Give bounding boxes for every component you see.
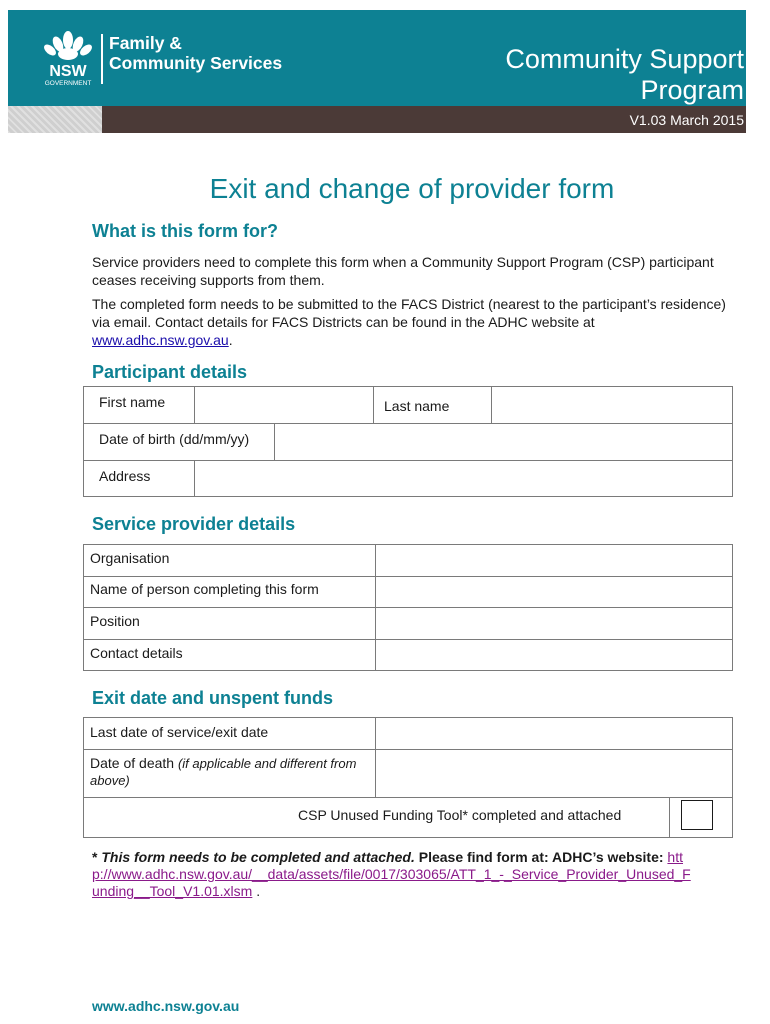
- date-of-death-note: (if applicable and different from above): [90, 756, 357, 788]
- contact-details-label: Contact details: [90, 645, 183, 661]
- logo-government-text: GOVERNMENT: [44, 80, 92, 87]
- address-input[interactable]: [196, 462, 731, 495]
- table-col-divider: [491, 387, 492, 423]
- funding-tool-note: [92, 849, 692, 900]
- date-of-birth-input[interactable]: [276, 425, 731, 459]
- department-name: [109, 33, 282, 73]
- note-asterisk: *: [92, 849, 98, 865]
- funding-tool-link[interactable]: http://www.adhc.nsw.gov.au/__data/assets/file/0017/303065/ATT_1_-_Service_Provider_Unused_Funding__Tool_V1.01.xlsm: [92, 849, 691, 899]
- table-col-divider: [194, 387, 195, 423]
- table-col-divider: [194, 461, 195, 496]
- date-of-death-text: Date of death: [90, 755, 175, 771]
- adhc-website-link[interactable]: www.adhc.nsw.gov.au: [92, 332, 229, 348]
- date-of-birth-label: Date of birth (dd/mm/yy): [99, 431, 250, 447]
- first-name-input[interactable]: [196, 388, 372, 422]
- position-label: Position: [90, 613, 140, 629]
- last-name-label: Last name: [384, 398, 450, 414]
- last-date-input[interactable]: [377, 719, 731, 748]
- table-row-divider: [84, 460, 732, 461]
- note-suffix: .: [256, 883, 261, 899]
- program-title-line-1: Community Support: [505, 44, 744, 74]
- contact-details-input[interactable]: [377, 641, 731, 670]
- version-label: V1.03 March 2015: [629, 112, 744, 128]
- pattern-strip: [8, 106, 102, 133]
- table-col-divider: [375, 718, 376, 797]
- footer-website: www.adhc.nsw.gov.au: [92, 998, 240, 1014]
- table-row-divider: [84, 423, 732, 424]
- table-col-divider: [375, 545, 376, 670]
- department-line-1: Family &: [109, 33, 182, 53]
- address-label: Address: [99, 468, 151, 484]
- organisation-label: Organisation: [90, 550, 170, 566]
- table-row-divider: [84, 797, 732, 798]
- program-title-line-2: Program: [640, 75, 744, 105]
- position-input[interactable]: [377, 609, 731, 638]
- organisation-input[interactable]: [377, 546, 731, 575]
- intro-paragraph-1: Service providers need to complete this form when a Community Support Program (CSP) participant ceases receiving supports from them.: [92, 254, 714, 288]
- date-of-death-input[interactable]: [377, 751, 731, 796]
- person-completing-input[interactable]: [377, 578, 731, 606]
- first-name-label: First name: [99, 394, 166, 410]
- provider-heading: Service provider details: [92, 514, 296, 534]
- participant-heading: Participant details: [92, 362, 248, 382]
- table-col-divider: [274, 424, 275, 460]
- department-line-2: Community Services: [109, 53, 283, 73]
- intro-paragraph-2-text: The completed form needs to be submitted to the FACS District (nearest to the participant’s residence) via email. Contact details for FACS Districts can be found in the ADHC website at: [92, 296, 726, 330]
- nsw-waratah-logo: [36, 30, 100, 88]
- table-row-divider: [84, 749, 732, 750]
- logo-divider: [101, 34, 103, 84]
- logo-state-text: NSW: [49, 63, 87, 80]
- table-col-divider: [669, 798, 670, 837]
- note-bold: Please find form at: ADHC’s website:: [418, 849, 664, 865]
- form-title: Exit and change of provider form: [209, 173, 615, 204]
- program-title: [505, 44, 744, 106]
- table-row-divider: [84, 607, 732, 608]
- last-date-label: Last date of service/exit date: [90, 724, 269, 740]
- intro-paragraph-2-suffix: .: [228, 332, 233, 348]
- date-of-death-label: [90, 755, 370, 789]
- intro-paragraph-2: [92, 295, 732, 349]
- last-name-input[interactable]: [493, 388, 731, 422]
- funding-tool-checkbox[interactable]: [681, 800, 713, 830]
- table-row-divider: [84, 639, 732, 640]
- funding-tool-label: CSP Unused Funding Tool* completed and attached: [298, 807, 622, 823]
- table-col-divider: [373, 387, 374, 423]
- note-italic: This form needs to be completed and attached.: [101, 849, 415, 865]
- table-row-divider: [84, 576, 732, 577]
- intro-heading: What is this form for?: [92, 221, 278, 241]
- exit-heading: Exit date and unspent funds: [92, 688, 334, 708]
- person-completing-label: Name of person completing this form: [90, 581, 319, 597]
